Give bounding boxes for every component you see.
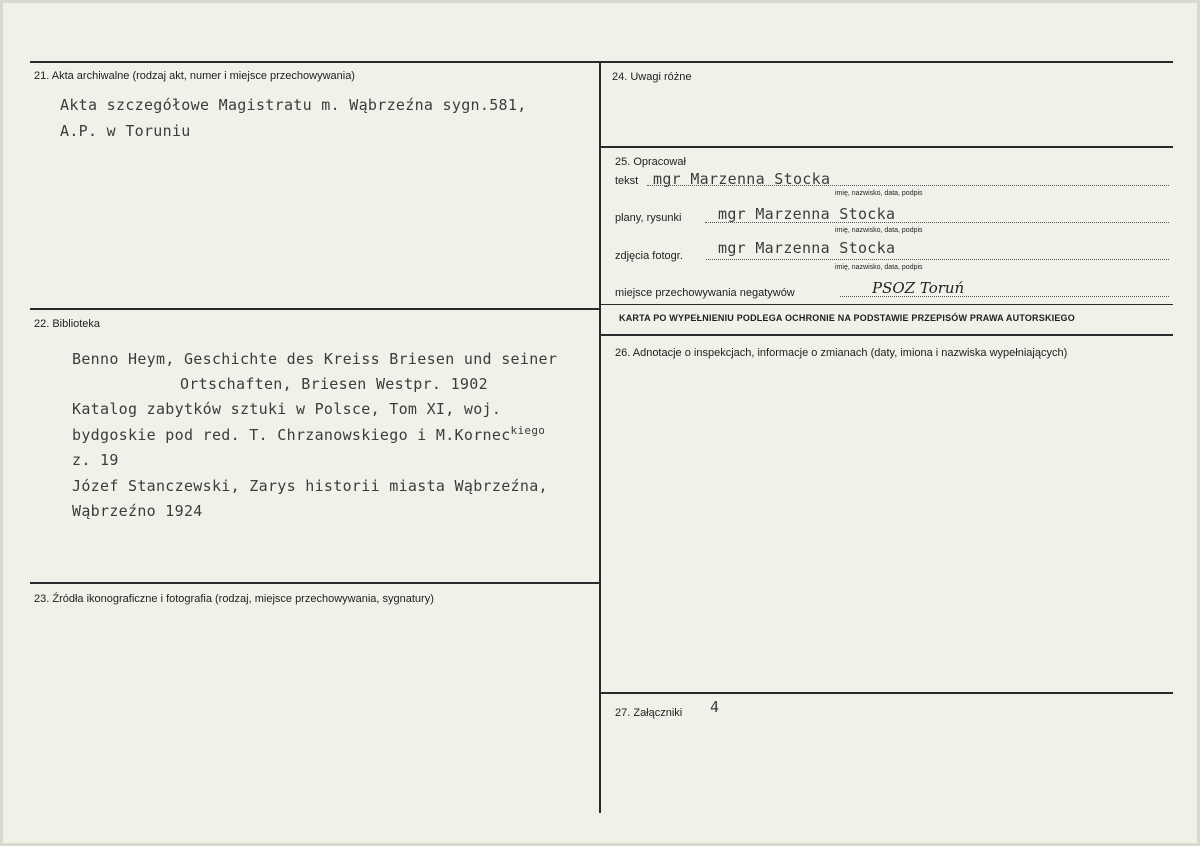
plany-hint: imię, nazwisko, data, podpis — [835, 227, 923, 234]
zdjecia-hint: imię, nazwisko, data, podpis — [835, 264, 923, 271]
center-divider — [599, 61, 601, 813]
section-21-line-2: A.P. w Toruniu — [60, 122, 191, 140]
biblio-line-4-text: bydgoskie pod red. T. Chrzanowskiego i M.Kornec — [72, 426, 511, 444]
top-rule — [30, 61, 1173, 63]
rule-21-22 — [30, 308, 600, 310]
rule-notice-top — [600, 304, 1173, 305]
rule-25-26 — [600, 334, 1173, 336]
biblio-line-1: Benno Heym, Geschichte des Kreiss Briesen und seiner — [72, 350, 558, 368]
tekst-value: mgr Marzenna Stocka — [653, 170, 831, 188]
zdjecia-label: zdjęcia fotogr. — [615, 250, 683, 262]
section-21-line-1: Akta szczegółowe Magistratu m. Wąbrzeźna sygn.581, — [60, 96, 527, 114]
section-25-label: 25. Opracował — [615, 156, 686, 168]
rule-24-25 — [600, 146, 1173, 148]
attachments-count: 4 — [710, 698, 720, 716]
section-27-label: 27. Załączniki — [615, 707, 683, 719]
biblio-line-7: Wąbrzeźno 1924 — [72, 502, 203, 520]
plany-label: plany, rysunki — [615, 212, 682, 224]
tekst-hint: imię, nazwisko, data, podpis — [835, 190, 923, 197]
biblio-line-2: Ortschaften, Briesen Westpr. 1902 — [180, 375, 488, 393]
plany-value: mgr Marzenna Stocka — [718, 205, 896, 223]
tekst-label: tekst — [615, 175, 639, 187]
biblio-line-4 — [72, 426, 545, 444]
copyright-notice: KARTA PO WYPEŁNIENIU PODLEGA OCHRONIE NA PODSTAWIE PRZEPISÓW PRAWA AUTORSKIEGO — [619, 313, 1075, 323]
section-24-label: 24. Uwagi różne — [612, 71, 692, 83]
rule-22-23 — [30, 582, 600, 584]
negatywy-label: miejsce przechowywania negatywów — [615, 287, 795, 299]
biblio-line-4-sup: kiego — [510, 424, 546, 437]
negatywy-value: PSOZ Toruń — [872, 279, 965, 297]
section-26-label: 26. Adnotacje o inspekcjach, informacje o zmianach (daty, imiona i nazwiska wypełniających) — [615, 347, 1068, 359]
biblio-line-6: Józef Stanczewski, Zarys historii miasta Wąbrzeźna, — [72, 477, 548, 495]
zdjecia-value: mgr Marzenna Stocka — [718, 239, 896, 257]
biblio-line-5: z. 19 — [72, 451, 119, 469]
rule-26-27 — [600, 692, 1173, 694]
section-21-label: 21. Akta archiwalne (rodzaj akt, numer i miejsce przechowywania) — [34, 70, 355, 82]
section-22-label: 22. Biblioteka — [34, 318, 101, 330]
section-23-label: 23. Źródła ikonograficzne i fotografia (rodzaj, miejsce przechowywania, sygnatury) — [34, 593, 434, 605]
biblio-line-3: Katalog zabytków sztuki w Polsce, Tom XI, woj. — [72, 400, 502, 418]
zdjecia-dotline — [706, 259, 1169, 260]
